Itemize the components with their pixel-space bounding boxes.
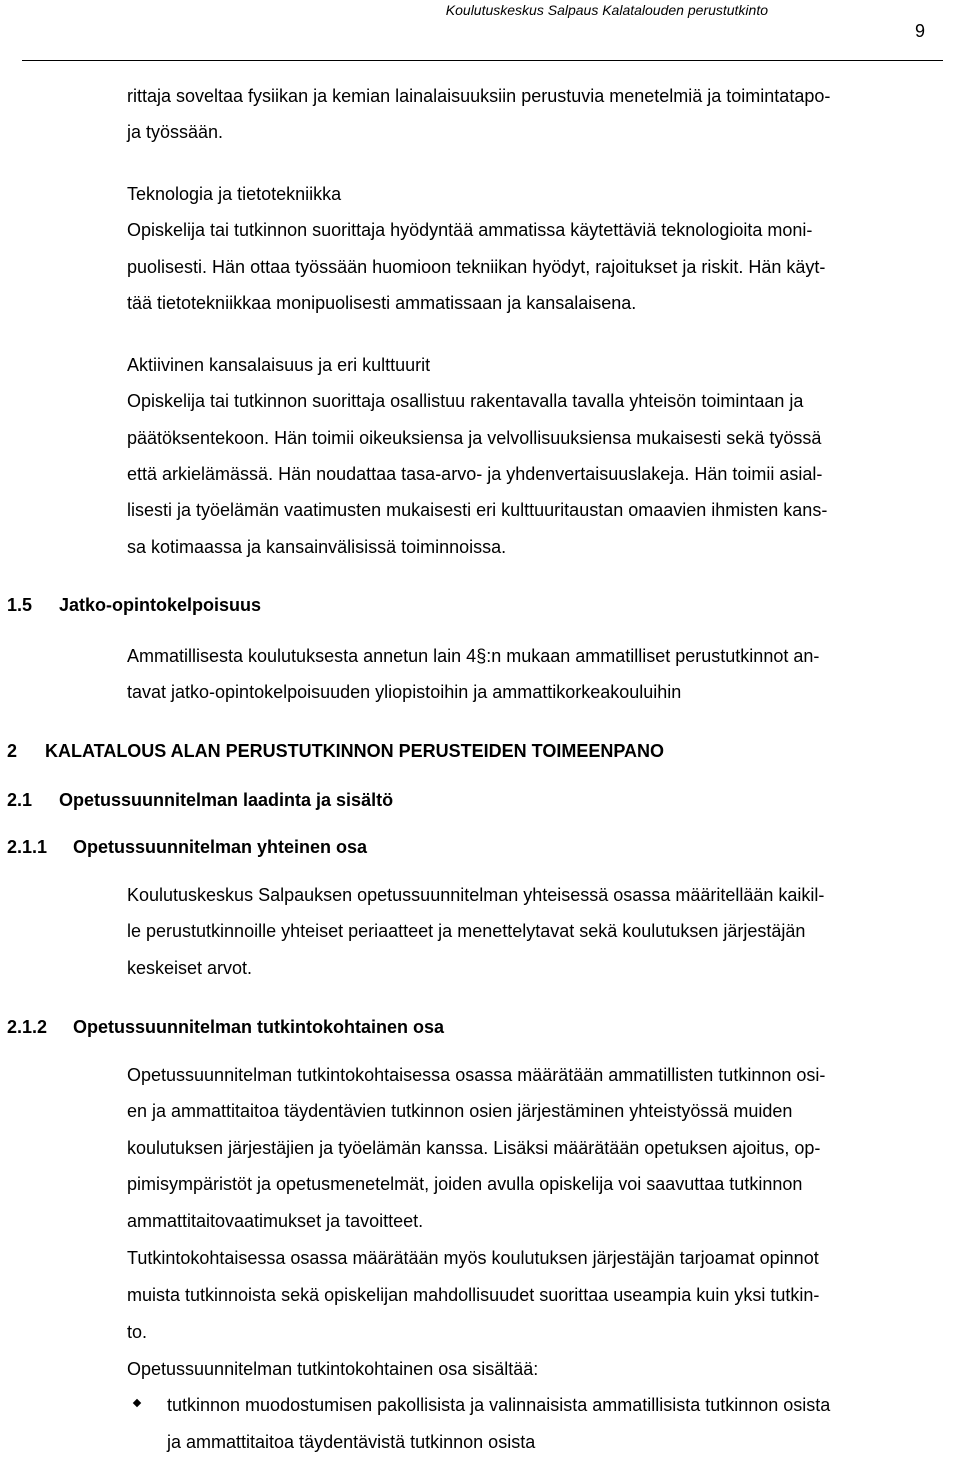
text-line: koulutuksen järjestäjien ja työelämän kanssa. Lisäksi määrätään opetuksen ajoitus, op- <box>127 1138 821 1158</box>
text-line: sa kotimaassa ja kansainvälisissä toiminnoissa. <box>127 537 507 557</box>
section-heading: KALATALOUS ALAN PERUSTUTKINNON PERUSTEIDEN TOIMEENPANO <box>45 741 665 761</box>
text-line: Opiskelija tai tutkinnon suorittaja osallistuu rakentavalla tavalla yhteisön toimintaan ja <box>127 391 804 411</box>
section-number: 2.1 <box>7 790 33 810</box>
text-line: to. <box>127 1322 148 1342</box>
text-line: ja ammattitaitoa täydentävistä tutkinnon osista <box>167 1432 536 1452</box>
text-line: rittaja soveltaa fysiikan ja kemian lainalaisuuksiin perustuvia menetelmiä ja toimintatapo- <box>127 86 831 106</box>
list-intro: Opetussuunnitelman tutkintokohtainen osa sisältää: <box>127 1359 539 1379</box>
header-title: Koulutuskeskus Salpaus Kalatalouden perustutkinto <box>445 2 768 18</box>
text-line: puolisesti. Hän ottaa työssään huomioon tekniikan hyödyt, rajoitukset ja riskit. Hän käyt- <box>127 257 826 277</box>
text-line: Koulutuskeskus Salpauksen opetussuunnitelman yhteisessä osassa määritellään kaikil- <box>127 885 825 905</box>
text-line: Opiskelija tai tutkinnon suorittaja hyödyntää ammatissa käytettäviä teknologioita moni- <box>127 220 813 240</box>
section-number: 2.1.1 <box>7 837 48 857</box>
text-line: päätöksentekoon. Hän toimii oikeuksiensa ja velvollisuuksiensa mukaisesti sekä työssä <box>127 428 822 448</box>
text-line: en ja ammattitaitoa täydentävien tutkinnon osien järjestäminen yhteistyössä muiden <box>127 1101 793 1121</box>
text-line: lisesti ja työelämän vaatimusten mukaisesti eri kulttuuritaustan omaavien ihmisten kans- <box>127 500 828 520</box>
text-line: Opetussuunnitelman tutkintokohtaisessa osassa määrätään ammatillisten tutkinnon osi- <box>127 1065 826 1085</box>
text-line: Tutkintokohtaisessa osassa määrätään myös koulutuksen järjestäjän tarjoamat opinnot <box>127 1248 819 1268</box>
section-heading: Jatko-opintokelpoisuus <box>59 595 262 615</box>
text-line: pimisympäristöt ja opetusmenetelmät, joiden avulla opiskelija voi saavuttaa tutkinnon <box>127 1174 803 1194</box>
text-line: le perustutkinnoille yhteiset periaatteet ja menettelytavat sekä koulutuksen järjestäjän <box>127 921 806 941</box>
section-heading: Opetussuunnitelman laadinta ja sisältö <box>59 790 394 810</box>
section-number: 2.1.2 <box>7 1017 48 1037</box>
text-line: että arkielämässä. Hän noudattaa tasa-arvo- ja yhdenvertaisuuslakeja. Hän toimii asial- <box>127 464 823 484</box>
text-line: tutkinnon muodostumisen pakollisista ja valinnaisista ammatillisista tutkinnon osista <box>167 1395 831 1415</box>
page-number: 9 <box>914 21 925 41</box>
text-line: keskeiset arvot. <box>127 958 253 978</box>
text-line: tää tietotekniikkaa monipuolisesti ammatissaan ja kansalaisena. <box>127 293 637 313</box>
text-line: ammattitaitovaatimukset ja tavoitteet. <box>127 1211 424 1231</box>
section-number: 1.5 <box>7 595 33 615</box>
text-line: Ammatillisesta koulutuksesta annetun lain 4§:n mukaan ammatilliset perustutkinnot an- <box>127 646 820 666</box>
diamond-bullet-icon <box>133 1399 141 1407</box>
section-number: 2 <box>7 741 18 761</box>
subsection-title: Aktiivinen kansalaisuus ja eri kulttuurit <box>127 355 431 375</box>
subsection-title: Teknologia ja tietotekniikka <box>127 184 342 204</box>
header-divider <box>22 60 943 61</box>
section-heading: Opetussuunnitelman yhteinen osa <box>73 837 368 857</box>
text-line: tavat jatko-opintokelpoisuuden yliopistoihin ja ammattikorkeakouluihin <box>127 682 682 702</box>
text-line: muista tutkinnoista sekä opiskelijan mahdollisuudet suorittaa useampia kuin yksi tutkin- <box>127 1285 820 1305</box>
text-line: ja työssään. <box>127 122 224 142</box>
section-heading: Opetussuunnitelman tutkintokohtainen osa <box>73 1017 445 1037</box>
